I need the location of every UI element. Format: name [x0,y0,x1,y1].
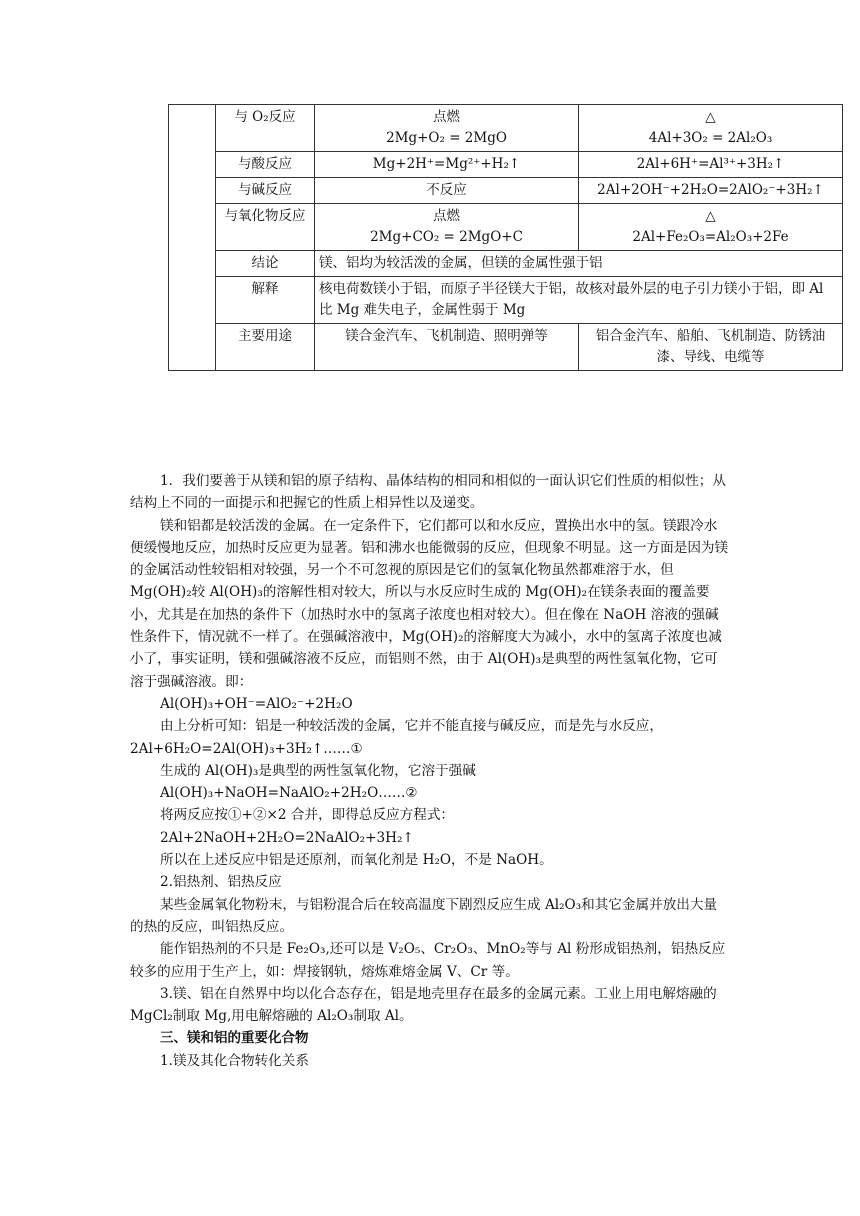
paragraph: 由上分析可知：铝是一种较活泼的金属，它并不能直接与碱反应，而是先与水反应， [160,718,663,735]
mg-uses: 镁合金汽车、飞机制造、照明弹等 [315,324,579,371]
equation: Al(OH)₃+NaOH=NaAlO₂+2H₂O……② [160,785,418,802]
equation: Al(OH)₃+OH⁻=AlO₂⁻+2H₂O [160,695,353,712]
paragraph: 将两反应按①+②×2 合并，即得总反应方程式： [160,807,455,824]
conclusion-text: 镁、铝均为较活泼的金属，但镁的金属性强于铝 [315,251,843,277]
al-cell [579,152,843,178]
row-label: 主要用途 [216,324,315,371]
equation: 2Al+2OH⁻+2H₂O=2AlO₂⁻+3H₂↑ [597,182,824,198]
table-row [169,204,843,251]
paragraph: 某些金属氧化物粉末，与铝粉混合后在较高温度下剧烈反应生成 Al₂O₃和其它金属并放出大量的热的反应，叫铝热反应。 [130,896,718,935]
table-row [169,178,843,204]
row-label: 与碱反应 [216,178,315,204]
mg-cell [315,152,579,178]
row-label: 结论 [216,251,315,277]
table-row [169,152,843,178]
paragraph: 所以在上述反应中铝是还原剂，而氧化剂是 H₂O，不是 NaOH。 [160,852,553,869]
condition: △ [705,208,716,224]
equation: 2Al+Fe₂O₃=Al₂O₃+2Fe [632,229,789,245]
equation: 2Al+2NaOH+2H₂O=2NaAlO₂+3H₂↑ [160,829,414,846]
table-row [169,105,843,152]
condition: 点燃 [433,109,460,125]
row-label: 与 O₂反应 [216,105,315,152]
explanation-text: 核电荷数镁小于铝，而原子半径镁大于铝，故核对最外层的电子引力镁小于铝，即 Al 比 Mg 难失电子，金属性弱于 Mg [315,277,843,324]
table-row [169,251,843,277]
condition: 点燃 [433,208,460,224]
equation: 2Al+6H⁺=Al³⁺+3H₂↑ [636,156,785,172]
mg-cell [315,204,579,251]
subheading: 2.铝热剂、铝热反应 [160,874,282,891]
mg-cell [315,105,579,152]
equation: Mg+2H⁺=Mg²⁺+H₂↑ [372,156,521,172]
table-row [169,324,843,371]
body-text [130,470,730,1072]
equation: 4Al+3O₂ = 2Al₂O₃ [648,130,773,146]
subheading: 1.镁及其化合物转化关系 [160,1052,309,1069]
row-label: 与酸反应 [216,152,315,178]
equation: 2Mg+O₂ = 2MgO [386,130,507,146]
al-cell [579,204,843,251]
al-uses: 铝合金汽车、船舶、飞机制造、防锈油漆、导线、电缆等 [579,324,843,371]
paragraph: 能作铝热剂的不只是 Fe₂O₃,还可以是 V₂O₅、Cr₂O₃、MnO₂等与 Al 粉形成铝热剂，铝热反应较多的应用于生产上，如：焊接钢轨，熔炼难熔金属 V、Cr 等。 [130,941,726,980]
paragraph: 3.镁、铝在自然界中均以化合态存在，铝是地壳里存在最多的金属元素。工业上用电解熔融的 MgCl₂制取 Mg,用电解熔融的 Al₂O₃制取 Al。 [130,985,717,1025]
al-cell [579,105,843,152]
row-label: 解释 [216,277,315,324]
row-label: 与氧化物反应 [216,204,315,251]
equation: 2Mg+CO₂ = 2MgO+C [370,229,523,245]
section-heading: 三、镁和铝的重要化合物 [160,1030,309,1047]
condition: △ [705,109,716,125]
equation: 2Al+6H₂O=2Al(OH)₃+3H₂↑……① [130,740,363,757]
table-row [169,277,843,324]
paragraph: 生成的 Al(OH)₃是典型的两性氢氧化物，它溶于强碱 [160,762,476,779]
comparison-table [168,104,843,371]
mg-cell [315,178,579,204]
paragraph: 镁和铝都是较活泼的金属。在一定条件下，它们都可以和水反应，置换出水中的氢。镁跟冷水便缓慢地反应，加热时反应更为显著。铝和沸水也能微弱的反应，但现象不明显。这一方面是因为镁的金属活动性较铝相对较强，另一个不可忽视的原因是它们的氢氧化物虽然都难溶于水，但 Mg(OH)₂较 Al(OH)₃的溶解性相对较大，所以与水反应时生成的 Mg(OH)₂在镁条表面的覆盖要小，尤其是在加热的条件下（加热时水中的氢离子浓度也相对较大）。但在像在 NaOH 溶液的强碱性条件下，情况就不一样了。在强碱溶液中，Mg(OH)₂的溶解度大为减小，水中的氢离子浓度也减小了，事实证明，镁和强碱溶液不反应，而铝则不然，由于 Al(OH)₃是典型的两性氢氧化物，它可溶于强碱溶液。即： [130,517,729,690]
paragraph: 1．我们要善于从镁和铝的原子结构、晶体结构的相同和相似的一面认识它们性质的相似性；从结构上不同的一面提示和把握它的性质上相异性以及递变。 [130,473,726,512]
blank-column [169,105,216,371]
al-cell [579,178,843,204]
equation: 不反应 [426,182,467,198]
